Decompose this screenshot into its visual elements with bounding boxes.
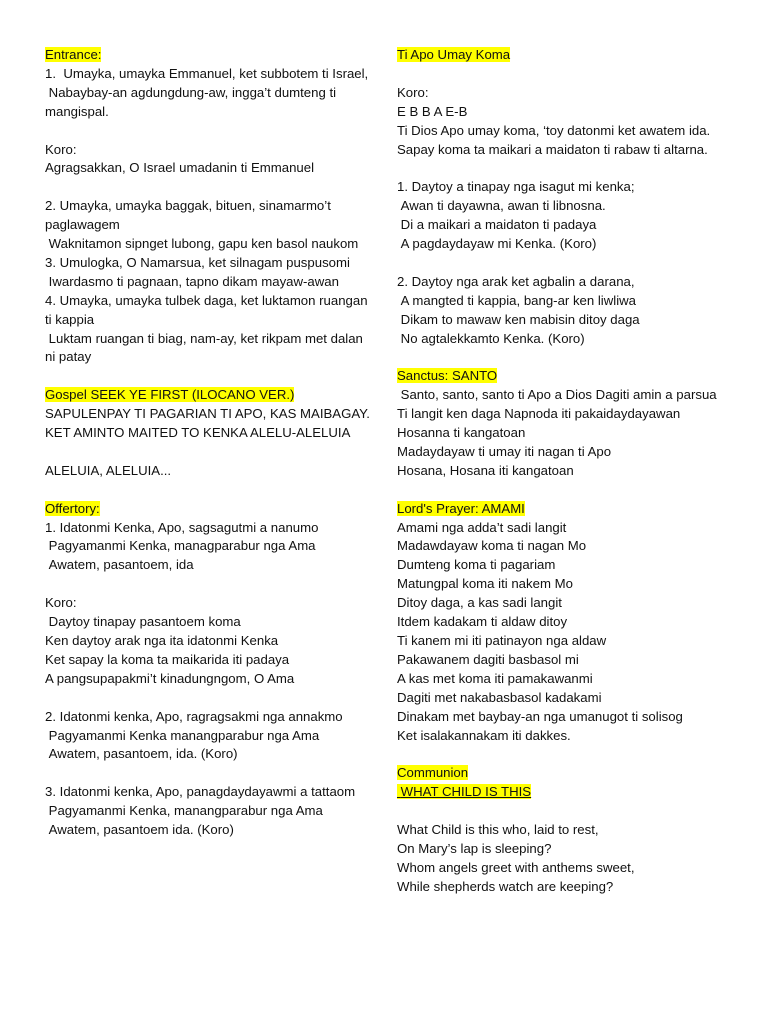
lyric-line: A pangsupapakmi’t kinadungngom, O Ama [45,670,295,686]
lyric-line: Ti Dios Apo umay koma, ‘toy datonmi ket awatem ida. [397,122,711,138]
lyric-line: No agtalekkamto Kenka. (Koro) [397,330,585,346]
right-column [397,46,737,897]
lyric-line: 3. Idatonmi kenka, Apo, panagdaydayawmi a tattaom [45,784,356,800]
left-column [45,46,375,840]
lyric-line: Amami nga adda’t sadi langit [397,519,567,535]
lyric-line: Madawdayaw koma ti nagan Mo [397,538,587,554]
blank-line [397,65,737,84]
blank-line [45,764,375,783]
lyric-line: Hosana, Hosana iti kangatoan [397,462,574,478]
blank-line [45,443,375,462]
section-heading [397,500,737,519]
lyric-line: A pagdaydayaw mi Kenka. (Koro) [397,236,597,252]
lyric-line: On Mary’s lap is sleeping? [397,840,552,856]
lyric-line: Luktam ruangan ti biag, nam-ay, ket rikpam met dalan ni patay [45,330,367,365]
lyric-line: 2. Daytoy nga arak ket agbalin a darana, [397,273,635,289]
lyric-line: Awatem, pasantoem ida. (Koro) [45,822,234,838]
lyric-line: Di a maikari a maidaton ti padaya [397,217,597,233]
lyric-line: Ti langit ken daga Napnoda iti pakaidaydayawan [397,406,681,422]
lyric-line: What Child is this who, laid to rest, [397,822,599,838]
blank-line [45,178,375,197]
blank-line [397,481,737,500]
lyric-line: Itdem kadakam ti aldaw ditoy [397,614,568,630]
lyric-line: ALELUIA, ALELUIA... [45,462,172,478]
section-heading-text: WHAT CHILD IS THIS [397,784,532,800]
lyric-line: Pagyamanmi Kenka, managparabur nga Ama [45,538,316,554]
lyric-line: 3. Umulogka, O Namarsua, ket silnagam puspusomi [45,254,350,270]
lyric-line: Whom angels greet with anthems sweet, [397,859,635,875]
blank-line [397,745,737,764]
section-heading [45,500,375,519]
blank-line [45,689,375,708]
lyric-line: SAPULENPAY TI PAGARIAN TI APO, KAS MAIBAGAY. [45,406,370,422]
lyric-line: Matungpal koma iti nakem Mo [397,576,573,592]
lyric-line: Ditoy daga, a kas sadi langit [397,595,562,611]
blank-line [45,122,375,141]
lyric-line: Madaydayaw ti umay iti nagan ti Apo [397,443,612,459]
lyric-line: Awatem, pasantoem, ida. (Koro) [45,746,238,762]
section-heading-text: Sanctus: SANTO [397,368,498,384]
lyric-line: 2. Umayka, umayka baggak, bituen, sinamarmo’t paglawagem [45,198,335,233]
blank-line [397,802,737,821]
lyric-line: Agragsakkan, O Israel umadanin ti Emmanuel [45,160,315,176]
lyric-line: Nabaybay-an agdungdung-aw, ingga’t dumteng ti mangispal. [45,84,340,119]
blank-line [45,575,375,594]
section-heading-text: Offertory: [45,500,100,516]
lyric-line: 1. Daytoy a tinapay nga isagut mi kenka; [397,179,635,195]
lyric-line: 1. Idatonmi Kenka, Apo, sagsagutmi a nanumo [45,519,319,535]
blank-line [397,348,737,367]
lyric-line: Sapay koma ta maikari a maidaton ti rabaw ti altarna. [397,141,708,157]
lyric-line: KET AMINTO MAITED TO KENKA ALELU-ALELUIA [45,425,351,441]
lyric-line: A kas met koma iti pamakawanmi [397,670,593,686]
lyric-line: Koro: [45,595,77,611]
lyric-line: Koro: [397,84,429,100]
section-heading-text: Entrance: [45,47,102,62]
section-heading-text: Ti Apo Umay Koma [397,47,511,62]
lyric-line: Ket isalakannakam iti dakkes. [397,727,571,743]
lyric-line: Waknitamon sipnget lubong, gapu ken basol naukom [45,236,359,252]
lyric-line: Hosanna ti kangatoan [397,425,526,441]
lyric-line: A mangted ti kappia, bang-ar ken liwliwa [397,292,636,308]
lyric-line: Awan ti dayawna, awan ti libnosna. [397,198,606,214]
blank-line [45,481,375,500]
lyric-line: Ken daytoy arak nga ita idatonmi Kenka [45,633,279,648]
section-heading [397,46,737,65]
lyric-line: Daytoy tinapay pasantoem koma [45,614,241,630]
lyric-line: Dagiti met nakabasbasol kadakami [397,689,602,705]
lyric-line: E B B A E-B [397,103,468,119]
lyric-line: 2. Idatonmi kenka, Apo, ragragsakmi nga annakmo [45,708,343,724]
lyric-line: 4. Umayka, umayka tulbek daga, ket luktamon ruangan ti kappia [45,292,372,327]
section-heading [397,367,737,386]
blank-line [397,159,737,178]
lyric-line: Koro: [45,141,77,157]
lyric-line: Dikam to mawaw ken mabisin ditoy daga [397,311,640,327]
lyric-line: Iwardasmo ti pagnaan, tapno dikam mayaw-awan [45,273,339,289]
lyric-line: Ket sapay la koma ta maikarida iti padaya [45,651,290,667]
section-heading-text: Lord's Prayer: AMAMI [397,500,525,516]
section-heading-text: Gospel SEEK YE FIRST (ILOCANO VER.) [45,387,295,403]
lyric-line: Pagyamanmi Kenka manangparabur nga Ama [45,727,320,743]
section-heading-text: Communion [397,765,469,781]
lyric-line: 1. Umayka, umayka Emmanuel, ket subbotem ti Israel, [45,65,369,81]
lyric-line: Dumteng koma ti pagariam [397,557,556,573]
lyric-line: Pakawanem dagiti basbasol mi [397,651,579,667]
lyric-line: Ti kanem mi iti patinayon nga aldaw [397,633,607,649]
lyric-line: Pagyamanmi Kenka, manangparabur nga Ama [45,803,323,819]
section-heading [397,783,737,802]
blank-line [397,254,737,273]
lyric-line: Santo, santo, santo ti Apo a Dios Dagiti amin a parsua [397,387,717,403]
blank-line [45,367,375,386]
section-heading [397,764,737,783]
lyric-line: Dinakam met baybay-an nga umanugot ti solisog [397,708,683,724]
lyric-line: While shepherds watch are keeping? [397,878,614,894]
lyric-line: Awatem, pasantoem, ida [45,557,194,573]
section-heading [45,386,375,405]
section-heading [45,46,375,65]
